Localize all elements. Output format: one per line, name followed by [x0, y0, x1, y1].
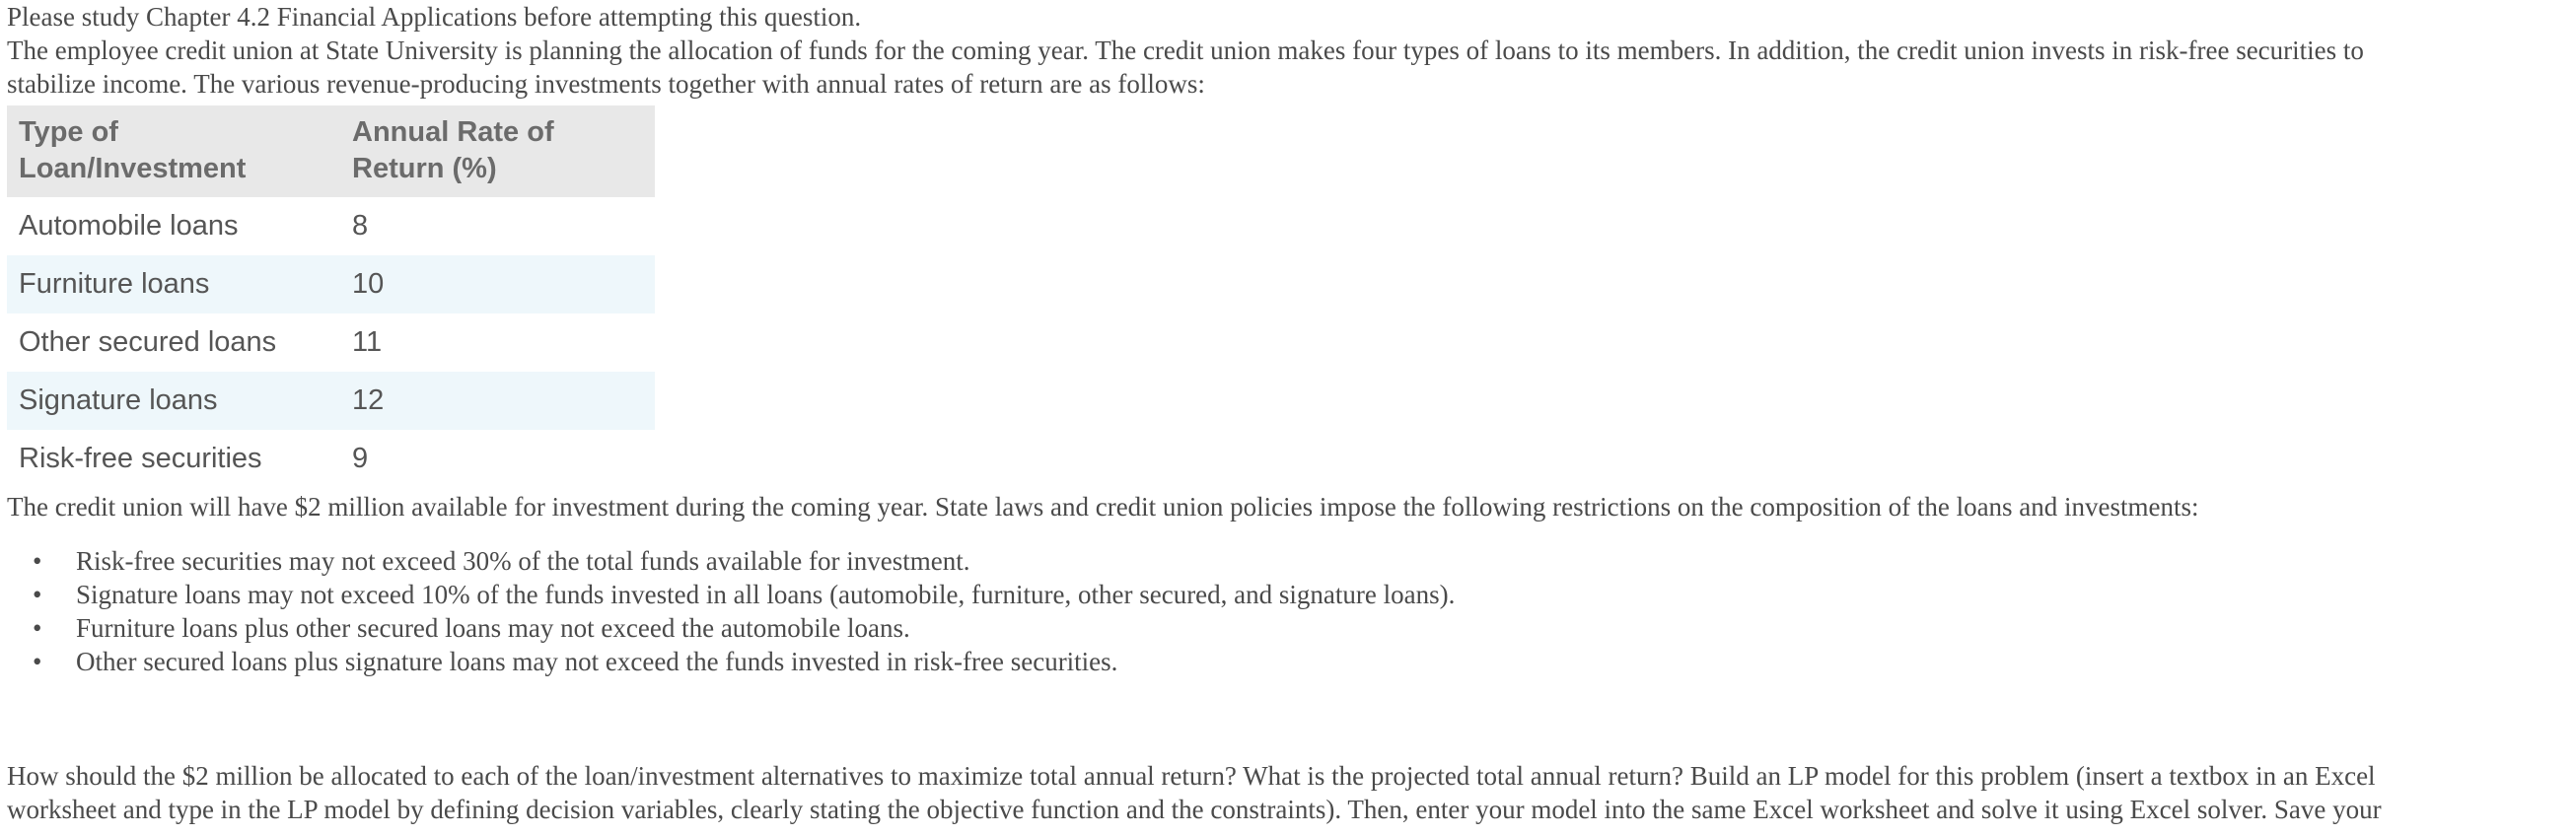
row-rate-other-secured: 11: [352, 326, 383, 358]
question-paragraph: [7, 759, 2569, 826]
list-item: [33, 645, 2569, 678]
bullet-icon: •: [33, 647, 42, 676]
bullet-icon: •: [33, 546, 42, 576]
table-row: [7, 197, 655, 255]
list-item: [33, 578, 2569, 611]
availability-paragraph: The credit union will have $2 million available for investment during the coming year. State laws and credit union policies impose the following restrictions on the composition of the loans and investments:: [7, 492, 2199, 522]
question-line-1: How should the $2 million be allocated to each of the loan/investment alternatives to maximize total annual return? What is the projected total annual return? Build an LP model for this problem (insert a textbox in an Excel: [7, 761, 2376, 791]
restriction-text: Furniture loans plus other secured loans may not exceed the automobile loans.: [76, 613, 910, 643]
restriction-text: Other secured loans plus signature loans may not exceed the funds invested in risk-free securities.: [76, 647, 1118, 676]
restriction-text: Risk-free securities may not exceed 30% of the total funds available for investment.: [76, 546, 970, 576]
bullet-icon: •: [33, 580, 42, 609]
returns-table-wrapper: [7, 105, 2569, 488]
table-row: [7, 430, 655, 488]
bullet-icon: •: [33, 613, 42, 643]
table-header-row: [7, 105, 655, 197]
study-note: Please study Chapter 4.2 Financial Applications before attempting this question.: [7, 2, 862, 32]
header-rate: Annual Rate of Return (%): [340, 105, 655, 197]
row-type-automobile: Automobile loans: [19, 210, 239, 242]
row-rate-signature: 12: [340, 372, 655, 430]
list-item: [33, 611, 2569, 645]
header-type: Type of Loan/Investment: [7, 105, 340, 197]
row-type-signature: Signature loans: [7, 372, 340, 430]
question-line-2: worksheet and type in the LP model by defining decision variables, clearly stating the objective function and the constraints). Then, enter your model into the same Excel worksheet and solve it using Excel solver. Save your: [7, 795, 2382, 824]
table-row: [7, 372, 655, 430]
restriction-text: Signature loans may not exceed 10% of the funds invested in all loans (automobile, furniture, other secured, and signature loans).: [76, 580, 1456, 609]
row-rate-risk-free: 9: [352, 443, 369, 474]
row-type-other-secured: Other secured loans: [19, 326, 277, 358]
intro-line-2: stabilize income. The various revenue-producing investments together with annual rates of return are as follows:: [7, 69, 1205, 99]
returns-table: [7, 105, 655, 488]
restrictions-list: [7, 544, 2569, 678]
row-type-furniture: Furniture loans: [7, 255, 340, 314]
row-rate-automobile: 8: [352, 210, 369, 242]
list-item: [33, 544, 2569, 578]
table-row: [7, 314, 655, 372]
intro-line-1: The employee credit union at State University is planning the allocation of funds for the coming year. The credit union makes four types of loans to its members. In addition, the credit union invests in risk-free securities to: [7, 35, 2364, 65]
row-rate-furniture: 10: [340, 255, 655, 314]
question-page: [7, 0, 2569, 824]
row-type-risk-free: Risk-free securities: [19, 443, 262, 474]
table-row: [7, 255, 655, 314]
